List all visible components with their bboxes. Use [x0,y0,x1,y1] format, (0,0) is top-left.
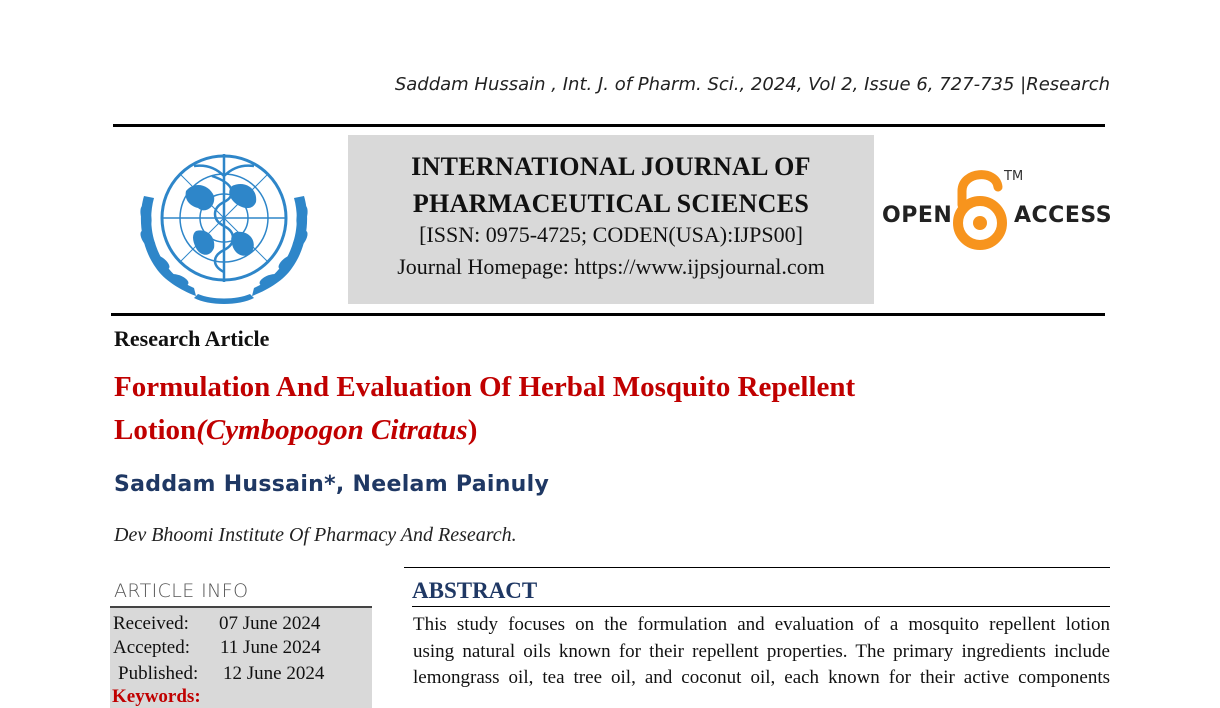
article-title-species: (Cymbopogon Citratus [196,414,468,446]
received-date: 07 June 2024 [219,613,321,634]
open-access-trademark: TM [1004,169,1024,184]
published-label: Published: [118,663,199,684]
abstract-rule [412,606,1110,607]
journal-title-line-1: INTERNATIONAL JOURNAL OF [411,152,811,181]
accepted-label: Accepted: [113,637,191,658]
journal-emblem-logo [124,136,328,308]
header-rule-bottom [111,313,1105,316]
section-divider [404,567,1110,568]
article-authors: Saddam Hussain*, Neelam Painuly [114,472,550,497]
published-row [118,663,325,685]
journal-issn: [ISSN: 0975-4725; CODEN(USA):IJPS00] [419,222,803,247]
article-title-main: Formulation And Evaluation Of Herbal Mosquito Repellent Lotion [114,371,856,446]
received-row [113,613,321,635]
open-access-logo [880,165,1113,255]
published-date: 12 June 2024 [223,663,325,684]
abstract-heading: ABSTRACT [412,578,538,603]
keywords-label: Keywords: [112,686,201,707]
article-title [114,366,994,452]
header-rule-top [113,124,1105,127]
journal-banner [348,135,874,304]
abstract-body [413,612,1110,692]
accepted-row [113,637,321,659]
journal-homepage: Journal Homepage: https://www.ijpsjournal.com [397,254,825,279]
article-info-heading: ARTICLE INFO [114,580,249,602]
journal-title [348,148,874,222]
abstract-line-1: This study focuses on the formulation and evaluation of a mosquito repellent lotion [413,614,1110,635]
abstract-line-2: using natural oils known for their repellent properties. The primary ingredients include [413,640,1110,662]
article-type: Research Article [114,326,270,351]
open-access-label-access: ACCESS [1014,203,1113,228]
abstract-line-3: lemongrass oil, tea tree oil, and coconut oil, each known for their active components [413,667,1110,688]
received-label: Received: [113,613,189,634]
open-access-lock-icon [952,165,1012,253]
running-header-citation: Saddam Hussain , Int. J. of Pharm. Sci., 2024, Vol 2, Issue 6, 727-735 |Research [394,74,1110,95]
accepted-date: 11 June 2024 [220,637,321,658]
article-title-close: ) [467,414,478,446]
author-affiliation: Dev Bhoomi Institute Of Pharmacy And Research. [114,524,517,546]
journal-title-line-2: PHARMACEUTICAL SCIENCES [412,189,810,218]
open-access-label-open: OPEN [882,203,953,228]
